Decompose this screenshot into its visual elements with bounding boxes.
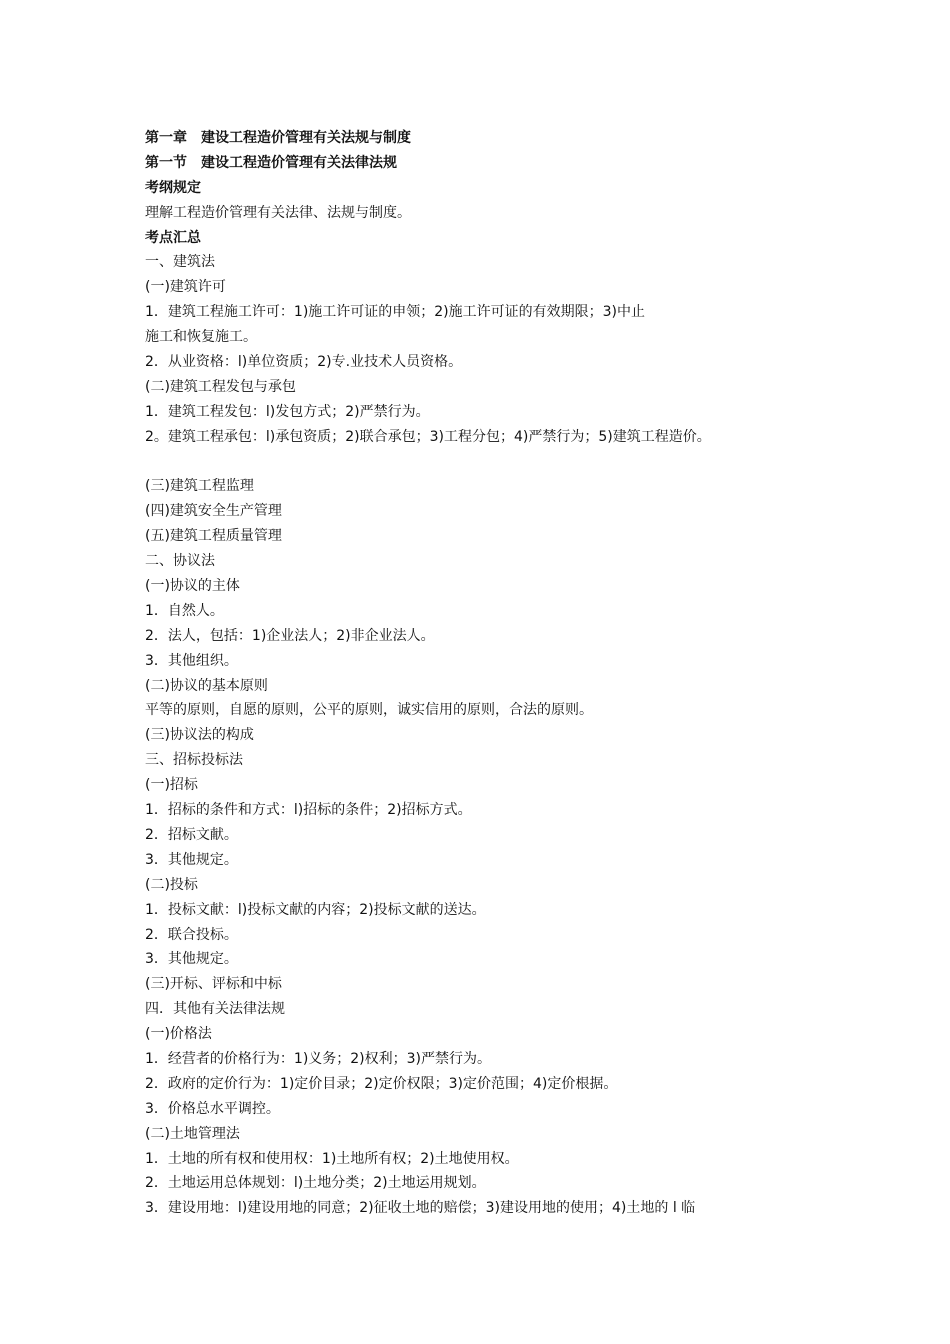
text-line: 1．投标文献：l)投标文献的内容；2)投标文献的送达。	[145, 901, 486, 918]
heading-syllabus: 考纲规定	[145, 179, 201, 196]
text-line: (二)建筑工程发包与承包	[145, 378, 296, 395]
text-line: 3．价格总水平调控。	[145, 1100, 280, 1117]
text-line: (三)建筑工程监理	[145, 478, 254, 495]
text-line: 2．联合投标。	[145, 926, 238, 943]
text-line: 四．其他有关法律法规	[145, 1001, 285, 1018]
text-line: 1．建筑工程施工许可：1)施工许可证的申领；2)施工许可证的有效期限；3)中止	[145, 304, 646, 321]
text-line: 2．政府的定价行为：1)定价目录；2)定价权限；3)定价范围；4)定价根据。	[145, 1075, 618, 1092]
text-line: 3．其他规定。	[145, 951, 238, 968]
text-line: 理解工程造价管理有关法律、法规与制度。	[145, 204, 411, 221]
text-line: 平等的原则，自愿的原则，公平的原则，诚实信用的原则，合法的原则。	[145, 702, 593, 719]
text-line: 3．建设用地：l)建设用地的同意；2)征收土地的赔偿；3)建设用地的使用；4)土地的 l 临	[145, 1200, 696, 1217]
text-line: (三)协议法的构成	[145, 727, 254, 744]
text-line: 1．建筑工程发包：l)发包方式；2)严禁行为。	[145, 403, 430, 420]
text-line: 施工和恢复施工。	[145, 329, 257, 346]
text-line: 二、协议法	[145, 553, 215, 570]
text-line: 三、招标投标法	[145, 752, 243, 769]
text-line: 2．法人，包括：1)企业法人；2)非企业法人。	[145, 627, 435, 644]
text-line: (四)建筑安全生产管理	[145, 503, 282, 520]
text-line: 2．从业资格：l)单位资质；2)专.业技术人员资格。	[145, 354, 463, 371]
text-line: 1．经营者的价格行为：1)义务；2)权利；3)严禁行为。	[145, 1050, 492, 1067]
text-line: (一)建筑许可	[145, 279, 226, 296]
text-line: (二)投标	[145, 876, 198, 893]
text-line: (一)招标	[145, 777, 198, 794]
text-line: (一)协议的主体	[145, 578, 240, 595]
text-line: 2．招标文献。	[145, 826, 238, 843]
chapter-title: 第一章 建设工程造价管理有关法规与制度	[145, 130, 411, 146]
text-line: (三)开标、评标和中标	[145, 976, 282, 993]
text-line: 3．其他组织。	[145, 652, 238, 669]
text-line: 1．自然人。	[145, 602, 224, 619]
text-line: (二)土地管理法	[145, 1125, 240, 1142]
text-line: 1．土地的所有权和使用权：1)土地所有权；2)土地使用权。	[145, 1150, 519, 1167]
document-page	[145, 126, 845, 1221]
text-line: (一)价格法	[145, 1026, 212, 1043]
section-title: 第一节 建设工程造价管理有关法律法规	[145, 154, 397, 171]
text-line: 1．招标的条件和方式：l)招标的条件；2)招标方式。	[145, 802, 472, 819]
heading-summary: 考点汇总	[145, 229, 201, 246]
text-line: 一、建筑法	[145, 254, 215, 271]
text-line: 2．土地运用总体规划：l)土地分类；2)土地运用规划。	[145, 1175, 486, 1192]
text-line: 3．其他规定。	[145, 851, 238, 868]
text-line: (二)协议的基本原则	[145, 677, 268, 694]
text-line: 2。建筑工程承包：l)承包资质；2)联合承包；3)工程分包；4)严禁行为；5)建筑工程造价。	[145, 428, 711, 445]
blank-line	[145, 450, 845, 475]
text-line: (五)建筑工程质量管理	[145, 528, 282, 545]
